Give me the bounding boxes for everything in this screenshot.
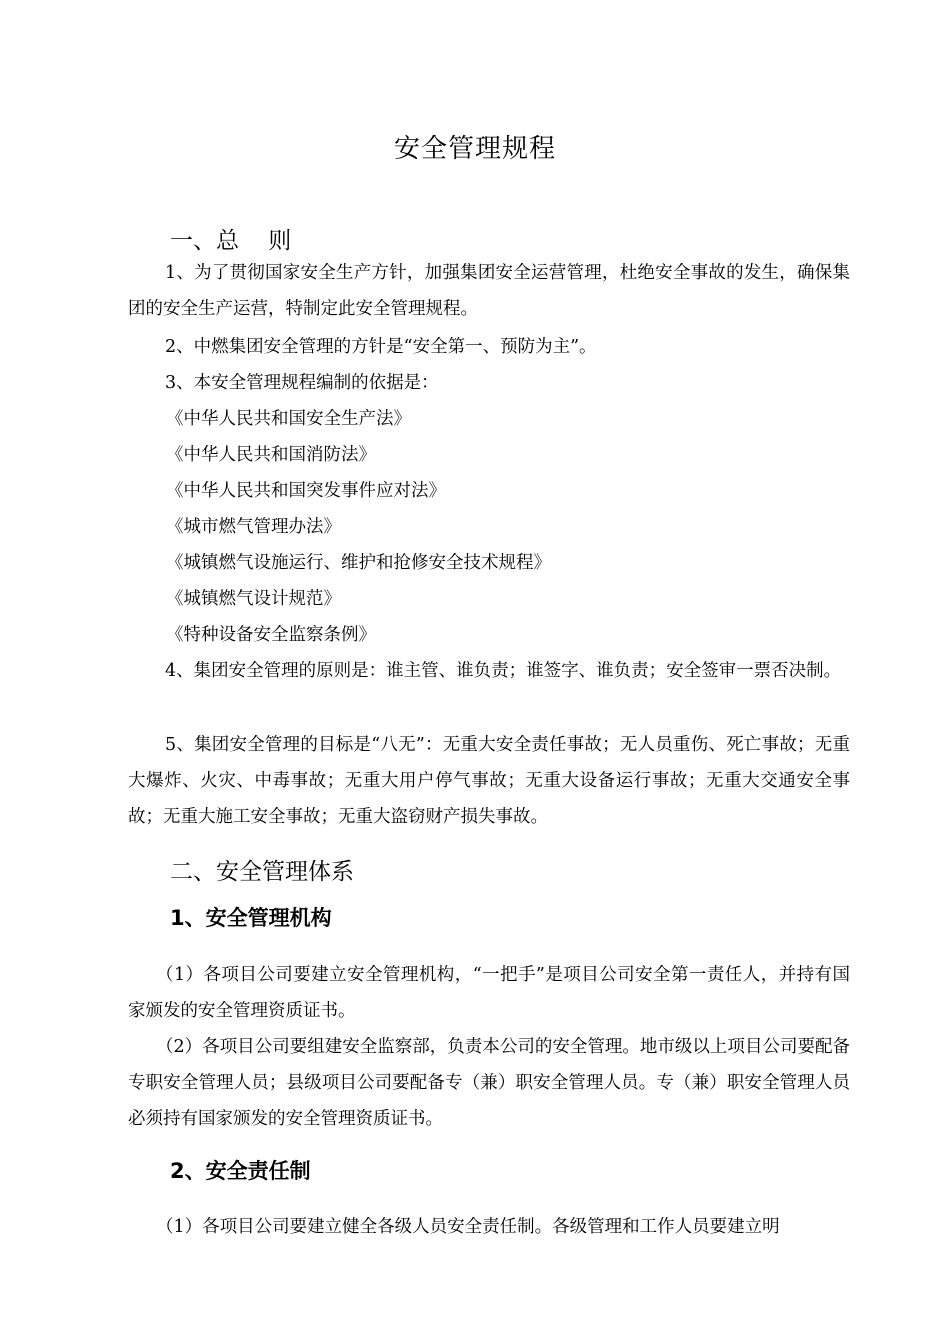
subsection-heading-2: 2、安全责任制 (170, 1159, 311, 1183)
section1-paragraph-4: 4、集团安全管理的原则是：谁主管、谁负责；谁签字、谁负责；安全签审一票否决制。 (165, 661, 842, 681)
section1-paragraph-2: 2、中燃集团安全管理的方针是“安全第一、预防为主”。 (165, 337, 597, 357)
section1-paragraph-5: 5、集团安全管理的目标是“八无”：无重大安全责任事故；无人员重伤、死亡事故；无重大爆炸、火灾、中毒事故；无重大用户停气事故；无重大设备运行事故；无重大交通安全事故；无重大施工安全事故；无重大盗窃财产损失事故。 (128, 735, 850, 827)
law-list-item: 《城镇燃气设施运行、维护和抢修安全技术规程》 (166, 553, 551, 573)
subsection1-paragraph-1: （1）各项目公司要建立安全管理机构，“一把手”是项目公司安全第一责任人，并持有国家颁发的安全管理资质证书。 (128, 965, 850, 1021)
document-title: 安全管理规程 (393, 134, 556, 164)
section1-heading: 一、总 则 (170, 228, 292, 254)
law-list-item: 《城市燃气管理办法》 (166, 517, 341, 537)
law-list-item: 《特种设备安全监察条例》 (166, 625, 376, 645)
subsection1-paragraph-2: （2）各项目公司要组建安全监察部，负责本公司的安全管理。地市级以上项目公司要配备专职安全管理人员；县级项目公司要配备专（兼）职安全管理人员。专（兼）职安全管理人员必须持有国家颁发的安全管理资质证书。 (128, 1037, 850, 1129)
section1-paragraph-1: 1、为了贯彻国家安全生产方针，加强集团安全运营管理，杜绝安全事故的发生，确保集团的安全生产运营，特制定此安全管理规程。 (128, 263, 850, 319)
law-list-item: 《中华人民共和国消防法》 (166, 445, 376, 465)
law-list-item: 《城镇燃气设计规范》 (166, 589, 341, 609)
section2-heading: 二、安全管理体系 (170, 859, 354, 885)
subsection-heading-1: 1、安全管理机构 (170, 906, 332, 930)
section1-paragraph-3: 3、本安全管理规程编制的依据是： (165, 373, 439, 393)
subsection2-paragraph-1: （1）各项目公司要建立健全各级人员安全责任制。各级管理和工作人员要建立明 (156, 1217, 780, 1237)
law-list-item: 《中华人民共和国突发事件应对法》 (166, 481, 446, 501)
law-list-item: 《中华人民共和国安全生产法》 (166, 409, 411, 429)
